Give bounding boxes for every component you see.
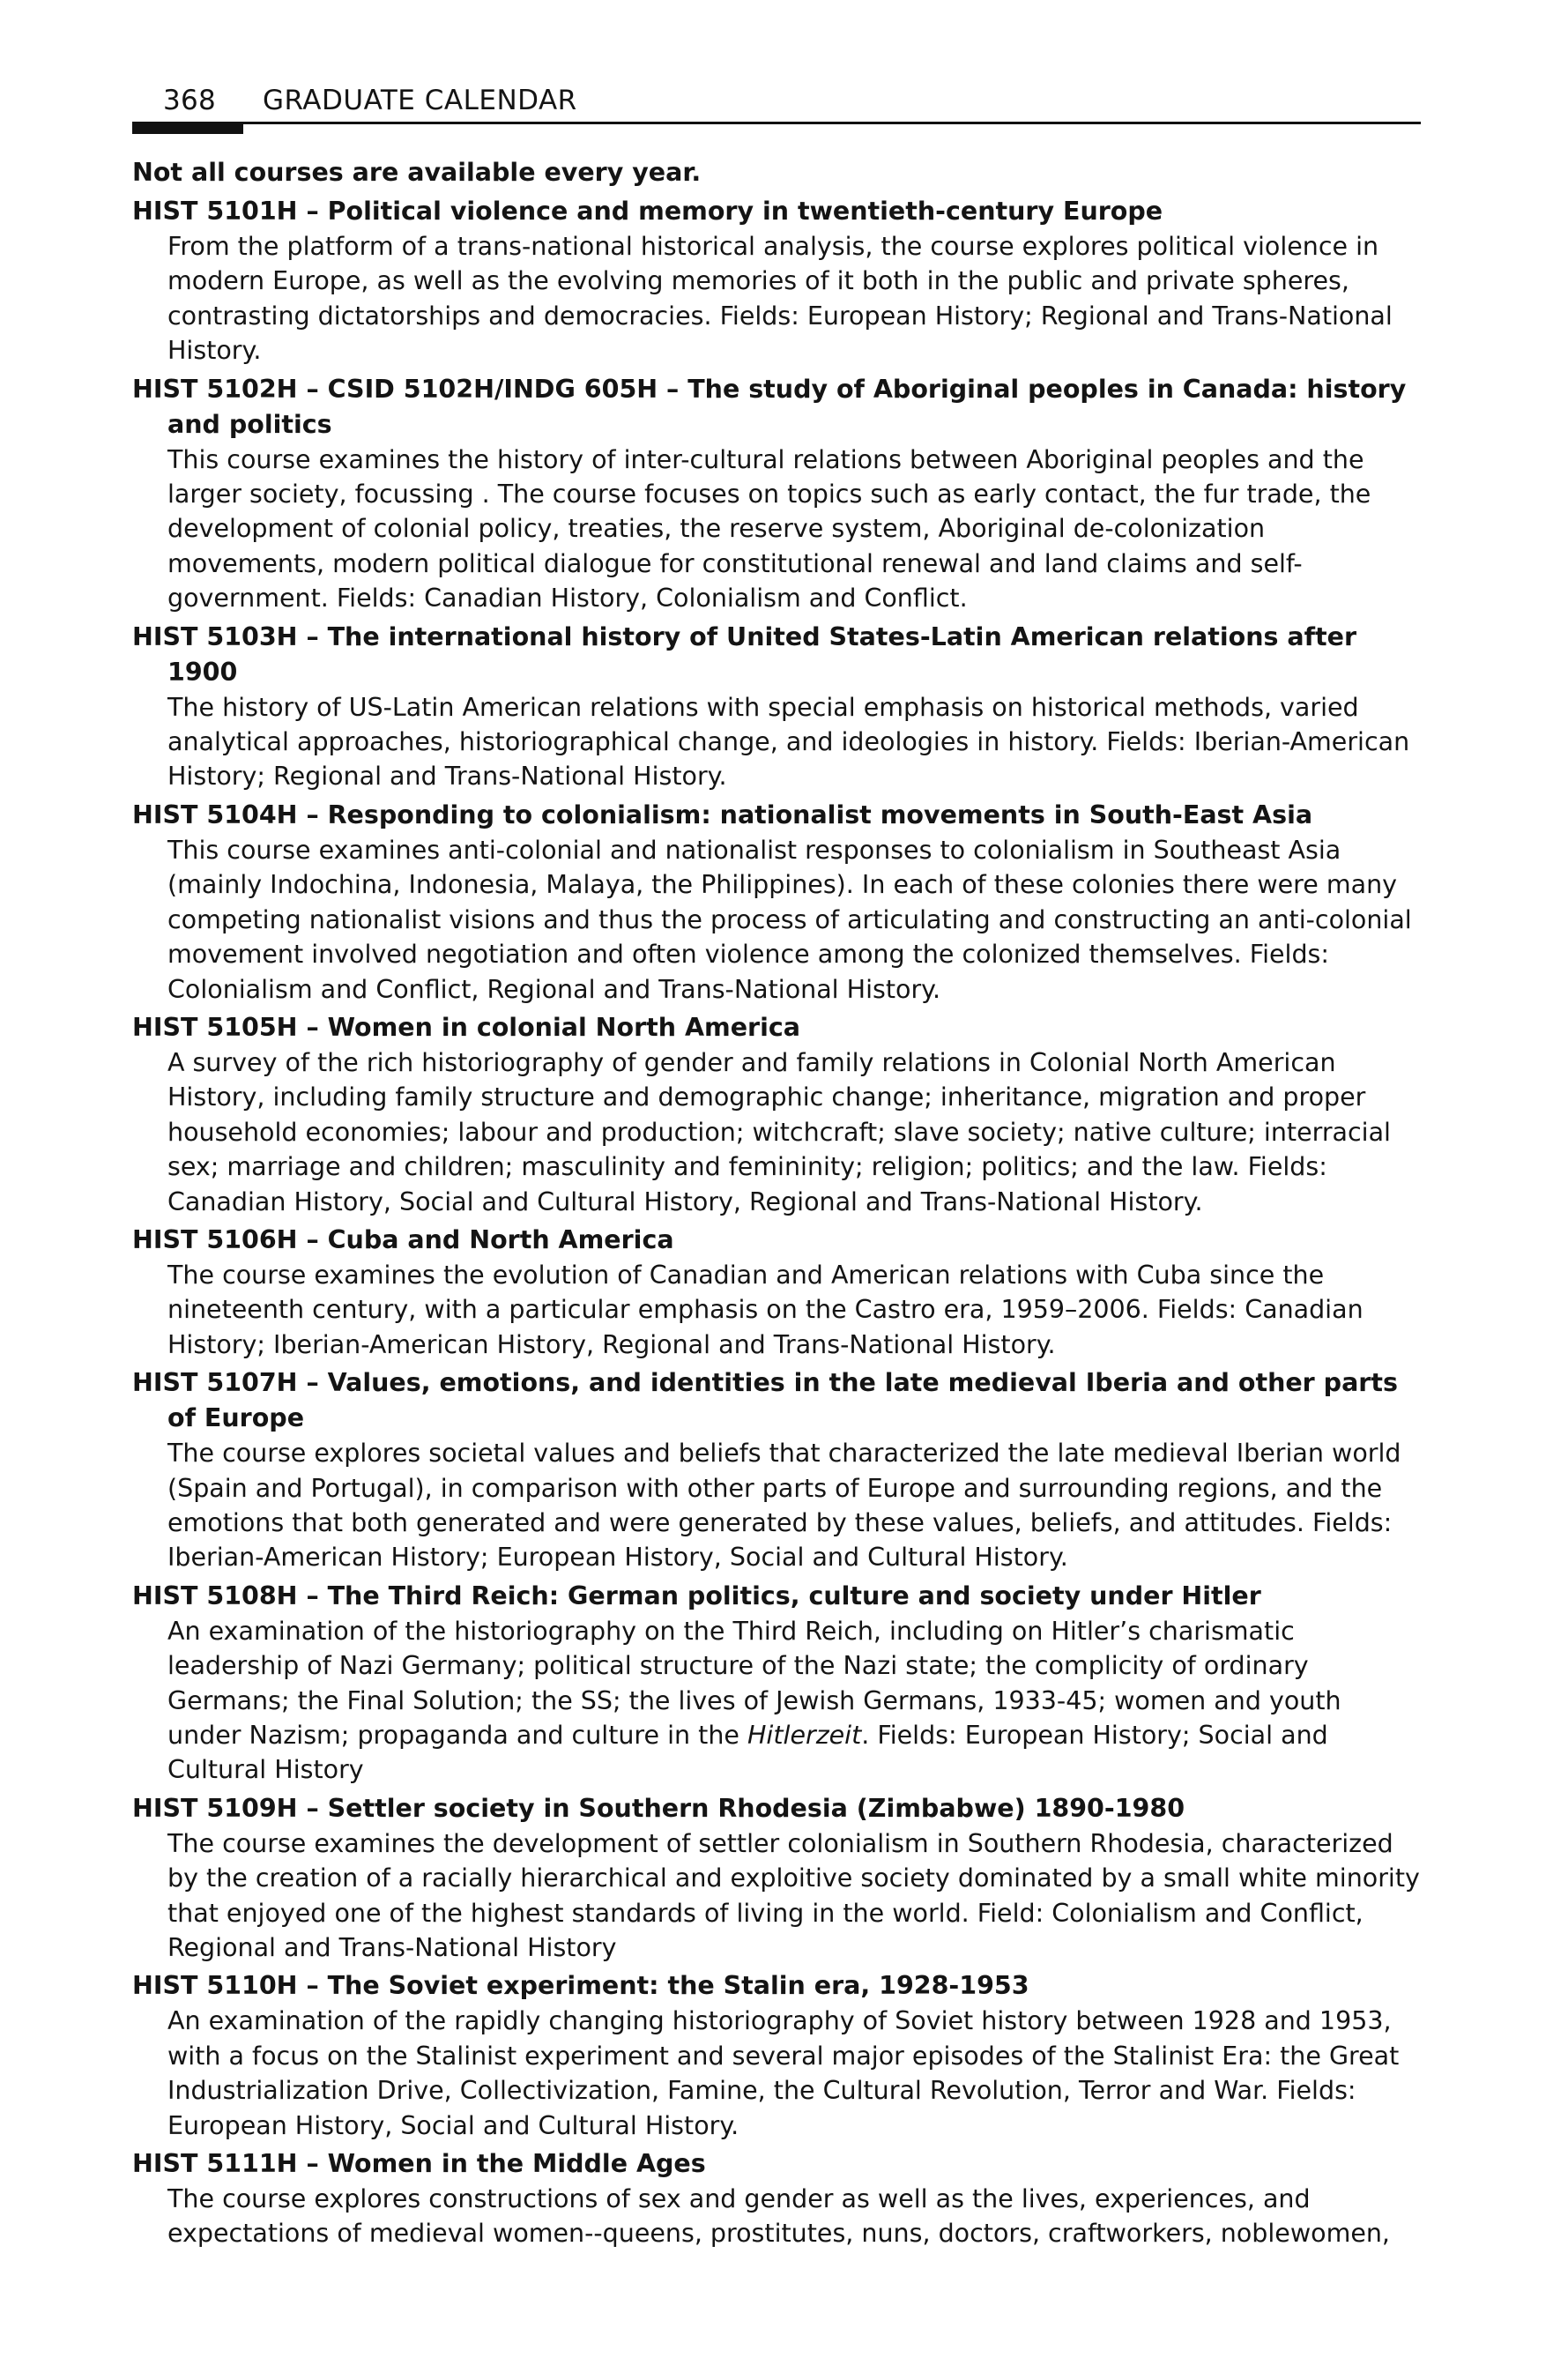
course-entry [132,1223,1421,1362]
course-entry [132,1579,1421,1788]
course-description: The course examines the evolution of Canadian and American relations with Cuba since the nineteenth century, with a particular emphasis on the Castro era, 1959–2006. Fields: Canadian History; Iberian-American History, Regional and Trans-National History. [167,1260,1364,1359]
course-description [132,1614,1421,1788]
course-entry [132,798,1421,1007]
course-entry [132,194,1421,368]
course-entry [132,1365,1421,1575]
course-description: The course explores societal values and beliefs that characterized the late medieval Iberian world (Spain and Portugal), in comparison with other parts of Europe and surrounding regions, and the emotions that both generated and were generated by these values, beliefs, and attitudes. Fields: Iberian-American History; European History, Social and Cultural History. [167,1439,1401,1573]
course-description: An examination of the rapidly changing historiography of Soviet history between 1928 and 1953, with a focus on the Stalinist experiment and several major episodes of the Stalinist Era: the Great Industrialization Drive, Collectivization, Famine, the Cultural Revolution, Terror and War. Fields: European History, Social and Cultural History. [167,2006,1400,2140]
course-title: HIST 5104H – Responding to colonialism: nationalist movements in South-East Asia [132,800,1313,829]
course-description-italic: Hitlerzeit [747,1721,862,1750]
course-description: A survey of the rich historiography of gender and family relations in Colonial North American History, including family structure and demographic change; inheritance, migration and proper household economies; labour and production; witchcraft; slave society; native culture; interracial sex; marriage and children; masculinity and femininity; religion; politics; and the law. Fields: Canadian History, Social and Cultural History, Regional and Trans-National History. [167,1047,1391,1216]
course-title: HIST 5106H – Cuba and North America [132,1224,674,1254]
course-title: HIST 5108H – The Third Reich: German politics, culture and society under Hitler [132,1580,1261,1610]
header-rule-tab [132,122,243,134]
availability-notice: Not all courses are available every year. [132,158,702,187]
course-description: The course explores constructions of sex and gender as well as the lives, experiences, and expectations of medieval women--queens, prostitutes, nuns, doctors, craftworkers, noblewomen, [167,2184,1390,2249]
course-entry [132,1968,1421,2143]
course-description: This course examines anti-colonial and nationalist responses to colonialism in Southeast Asia (mainly Indochina, Indonesia, Malaya, the Philippines). In each of these colonies there were many competing nationalist visions and thus the process of articulating and constructing an anti-colonial movement involved negotiation and often violence among the colonized themselves. Fields: Colonialism and Conflict, Regional and Trans-National History. [167,835,1412,1004]
page-number: 368 [163,85,217,116]
course-title: HIST 5110H – The Soviet experiment: the Stalin era, 1928-1953 [132,1971,1029,2001]
course-description: The course examines the development of settler colonialism in Southern Rhodesia, characterized by the creation of a racially hierarchical and exploitive society dominated by a small white minority that enjoyed one of the highest standards of living in the world. Field: Colonialism and Conflict, Regional and Trans-National History [167,1828,1420,1963]
course-description-text: An examination of the historiography on the Third Reich, including on Hitler’s charismatic leadership of Nazi Germany; political structure of the Nazi state; the complicity of ordinary Germans; the Final Solution; the SS; the lives of Jewish Germans, 1933-45; women and youth under Nazism; propaganda and culture in the [167,1616,1341,1750]
calendar-page [132,79,1421,2251]
course-entry [132,1791,1421,1966]
course-title: HIST 5101H – Political violence and memory in twentieth-century Europe [132,197,1163,226]
course-entry [132,2146,1421,2251]
course-description: This course examines the history of inter-cultural relations between Aboriginal peoples and the larger society, focussing . The course focuses on topics such as early contact, the fur trade, the development of colonial policy, treaties, the reserve system, Aboriginal de-colonization movements, modern political dialogue for constitutional renewal and land claims and self-government. Fields: Canadian History, Colonialism and Conflict. [167,444,1371,614]
header-rule [132,122,1421,124]
course-title: HIST 5103H – The international history of United States-Latin American relations after 1900 [132,621,1357,687]
course-title: HIST 5102H – CSID 5102H/INDG 605H – The study of Aboriginal peoples in Canada: history and politics [132,374,1407,439]
course-title: HIST 5105H – Women in colonial North America [132,1012,800,1042]
course-entry [132,620,1421,794]
course-description-text: . Fields: European History; Social and Cultural History [167,1721,1328,1785]
course-entry [132,372,1421,616]
course-title: HIST 5107H – Values, emotions, and identities in the late medieval Iberia and other parts of Europe [132,1368,1398,1433]
course-title: HIST 5111H – Women in the Middle Ages [132,2149,706,2179]
running-head: GRADUATE CALENDAR [263,85,577,116]
course-title: HIST 5109H – Settler society in Southern Rhodesia (Zimbabwe) 1890-1980 [132,1793,1185,1823]
course-description: The history of US-Latin American relations with special emphasis on historical methods, varied analytical approaches, historiographical change, and ideologies in history. Fields: Iberian-American History; Regional and Trans-National History. [167,692,1410,792]
course-description: From the platform of a trans-national historical analysis, the course explores political violence in modern Europe, as well as the evolving memories of it both in the public and private spheres, contrasting dictatorships and democracies. Fields: European History; Regional and Trans-National History. [167,232,1393,366]
course-entry [132,1010,1421,1219]
page-header [132,79,1421,130]
